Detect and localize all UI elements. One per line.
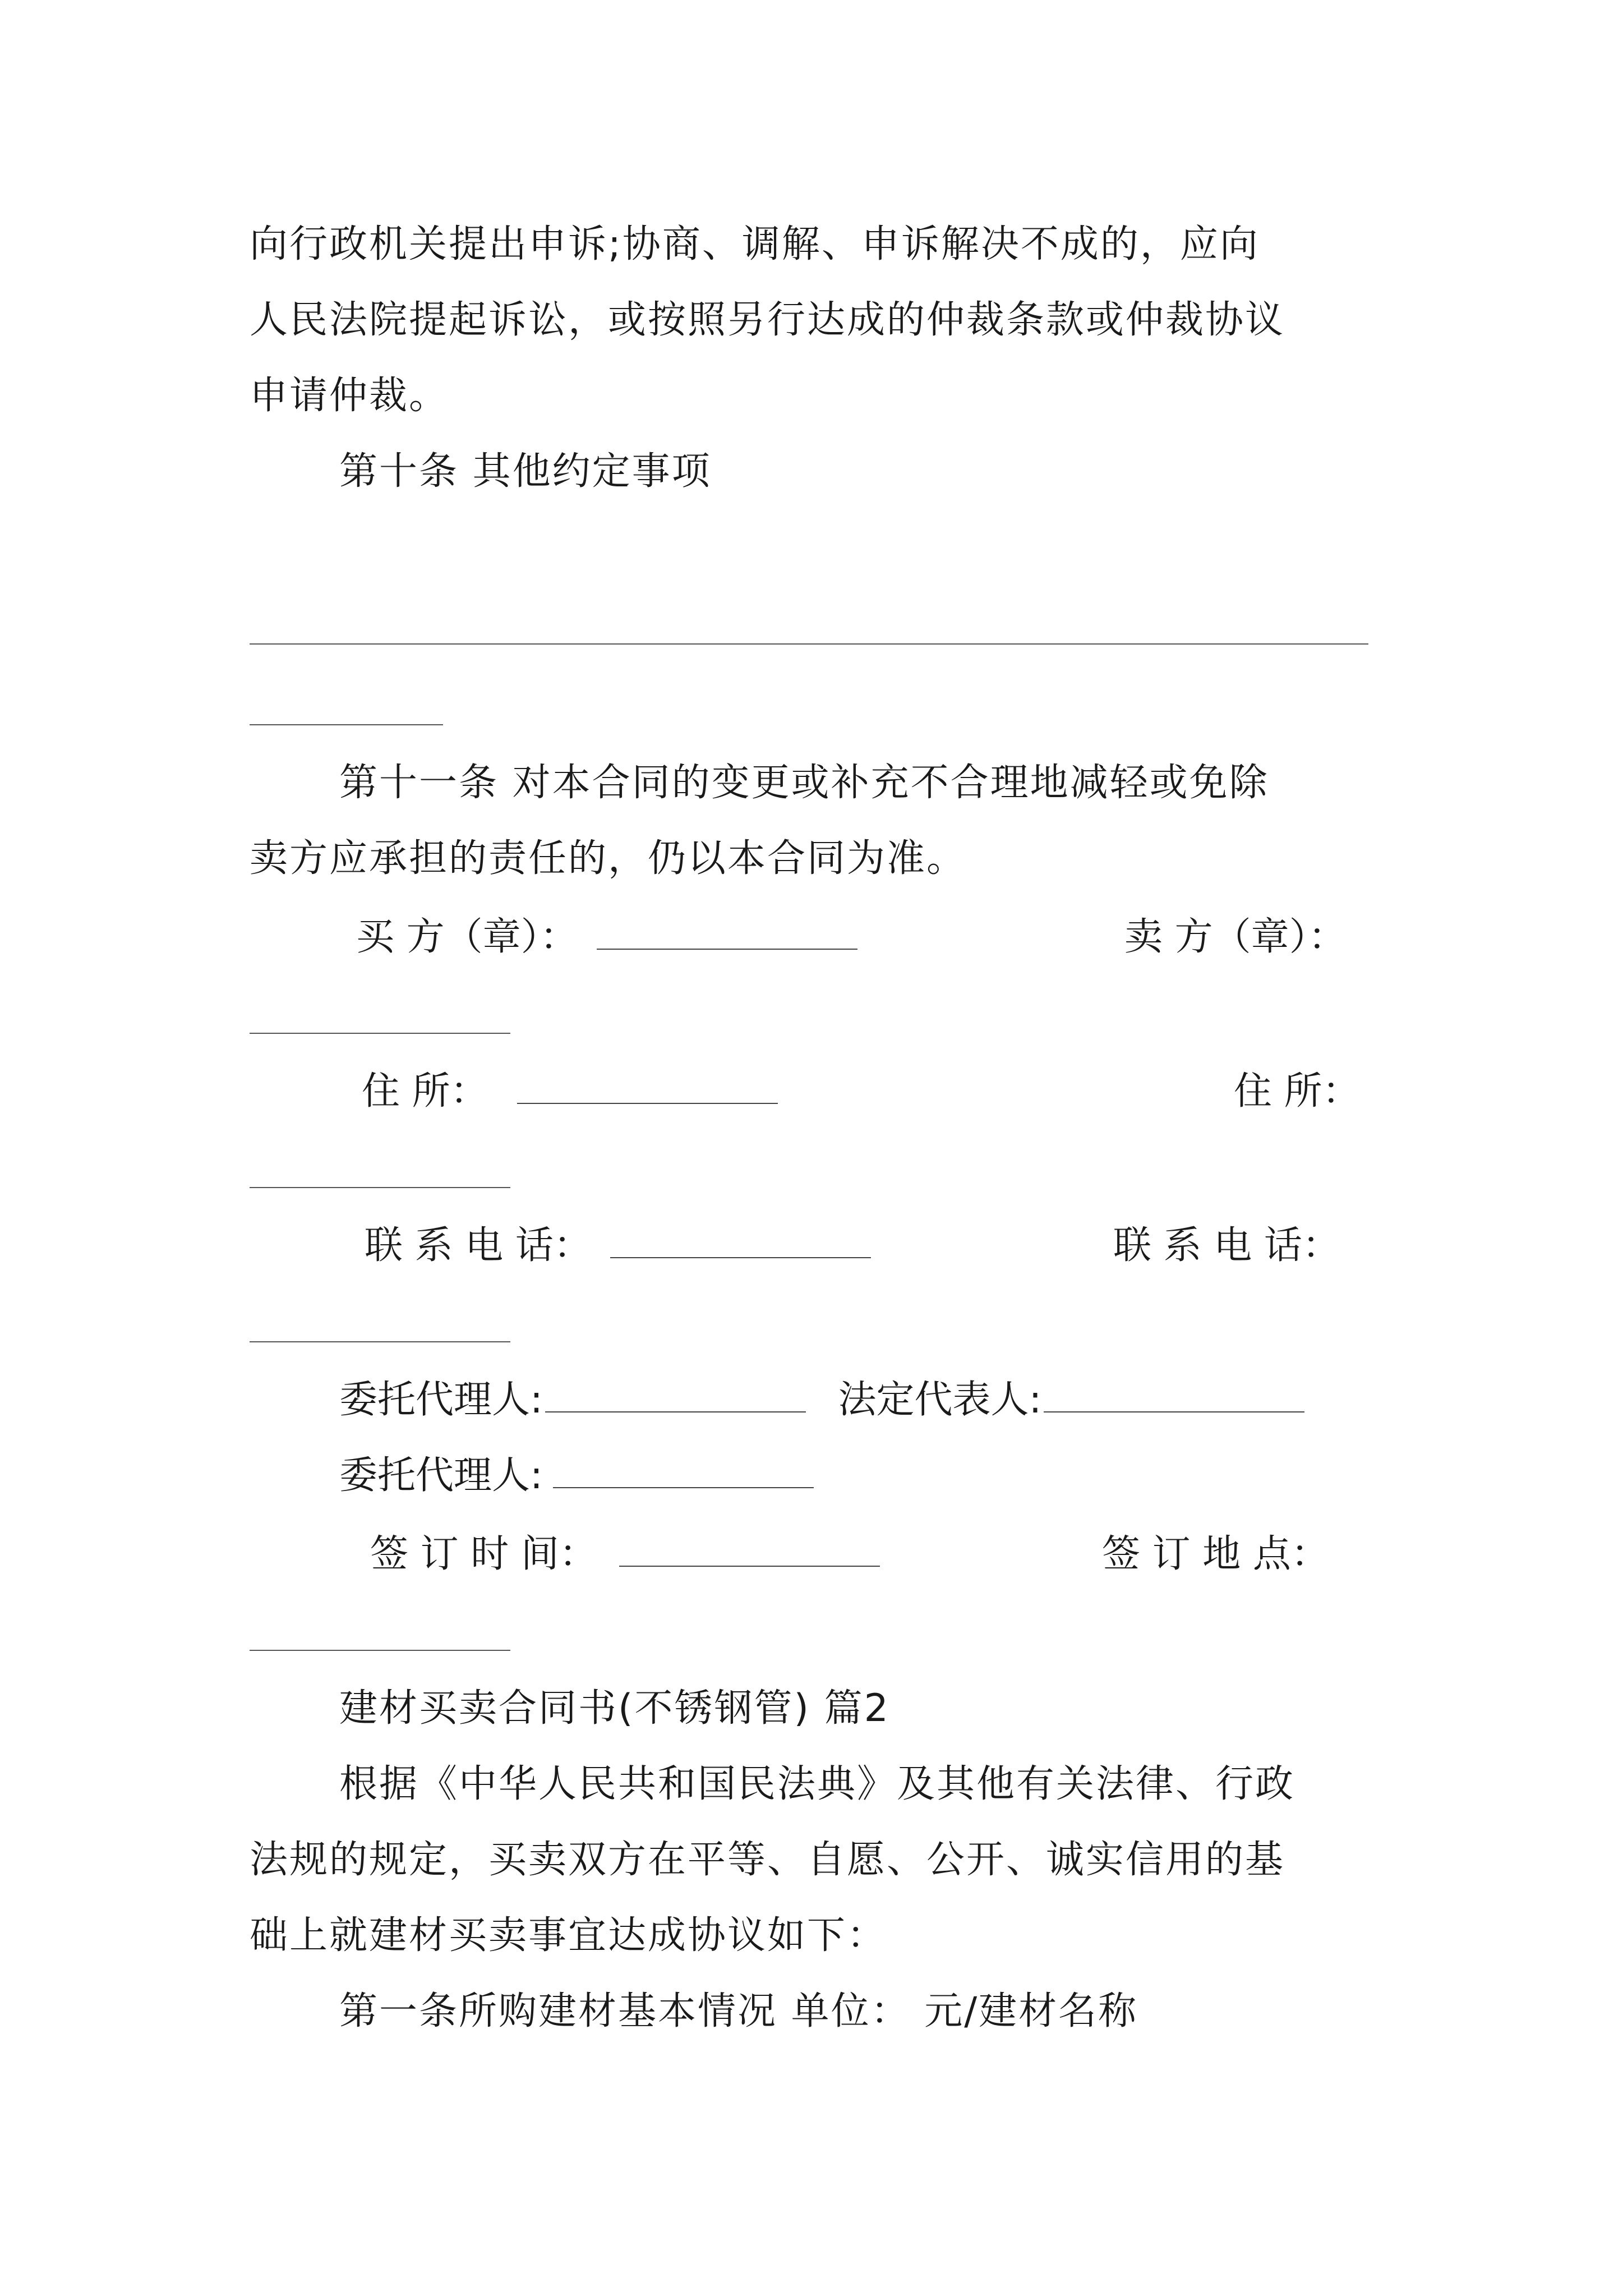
legal-rep-blank <box>1044 1379 1304 1412</box>
buyer-agent-blank <box>545 1379 806 1412</box>
buyer-address-blank <box>517 1070 778 1104</box>
buyer-phone-label: 联 系 电 话： <box>365 1223 592 1268</box>
buyer-phone-blank <box>610 1225 871 1258</box>
agent-legal-row <box>339 1375 1304 1425</box>
seller-seal-label: 卖 方（章）： <box>1124 915 1347 959</box>
seller-address-label: 住 所： <box>1234 1069 1361 1114</box>
sign-time-row <box>370 1530 880 1579</box>
article-11-line-2: 卖方应承担的责任的，仍以本合同为准。 <box>250 836 967 881</box>
body-line-3: 申请仲裁。 <box>250 374 449 418</box>
buyer-blank <box>597 916 857 950</box>
article-1-line: 第一条所购建材基本情况 单位： 元/建材名称 <box>339 1989 1138 2033</box>
para-line-3: 础上就建材买卖事宜达成协议如下： <box>250 1913 887 1958</box>
legal-rep-label: 法定代表人: <box>838 1378 1042 1422</box>
sign-place-label: 签 订 地 点： <box>1102 1532 1329 1576</box>
seller-agent-blank <box>553 1455 814 1488</box>
buyer-seal-label <box>356 913 857 962</box>
fill-in-rule-long <box>250 643 1368 645</box>
buyer-phone-row <box>365 1221 871 1271</box>
sign-place-blank <box>250 1650 510 1651</box>
buyer-address-row <box>362 1067 778 1116</box>
article-10-heading: 第十条 其他约定事项 <box>339 449 712 494</box>
para-line-1: 根据《中华人民共和国民法典》及其他有关法律、行政 <box>339 1762 1295 1806</box>
seller-phone-blank <box>250 1341 510 1342</box>
body-line-1: 向行政机关提出申诉;协商、调解、申诉解决不成的，应向 <box>250 222 1260 266</box>
body-line-2: 人民法院提起诉讼，或按照另行达成的仲裁条款或仲裁协议 <box>250 298 1285 342</box>
buyer-label: 买 方（章）： <box>356 915 578 959</box>
sign-time-label: 签 订 时 间： <box>370 1532 597 1576</box>
sign-time-blank <box>619 1533 880 1567</box>
article-11-line-1: 第十一条 对本合同的变更或补充不合理地减轻或免除 <box>339 761 1269 805</box>
contract-title-2: 建材买卖合同书(不锈钢管) 篇2 <box>339 1686 890 1731</box>
buyer-agent-label: 委托代理人: <box>339 1378 543 1422</box>
buyer-address-label: 住 所： <box>362 1069 488 1114</box>
fill-in-rule-short <box>250 724 443 725</box>
para-line-2: 法规的规定，买卖双方在平等、自愿、公开、诚实信用的基 <box>250 1838 1285 1882</box>
seller-blank <box>250 1033 510 1034</box>
seller-agent-row <box>339 1451 814 1501</box>
seller-phone-label: 联 系 电 话： <box>1113 1223 1340 1268</box>
seller-address-blank <box>250 1187 510 1188</box>
seller-agent-label: 委托代理人: <box>339 1453 543 1498</box>
